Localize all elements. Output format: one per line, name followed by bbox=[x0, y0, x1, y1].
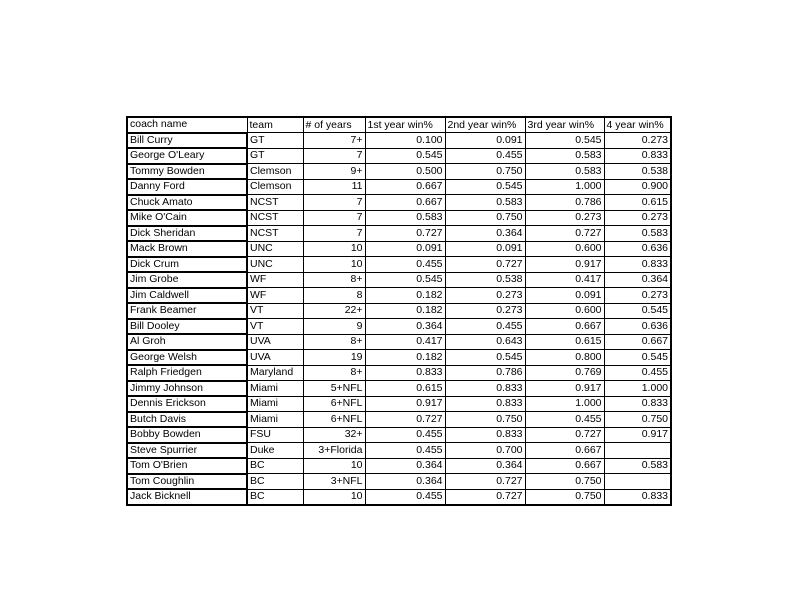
win-2nd-cell: 0.833 bbox=[445, 381, 525, 397]
team-cell: FSU bbox=[247, 427, 303, 443]
win-4yr-cell: 0.273 bbox=[604, 133, 671, 149]
win-4yr-cell: 0.917 bbox=[604, 427, 671, 443]
win-1st-cell: 0.727 bbox=[365, 412, 445, 428]
table-row bbox=[127, 412, 671, 428]
years-cell: 7+ bbox=[303, 133, 365, 149]
coach-name-cell: Mike O'Cain bbox=[127, 210, 247, 226]
win-1st-cell: 0.917 bbox=[365, 396, 445, 412]
header-2nd-year-win: 2nd year win% bbox=[445, 117, 525, 133]
win-1st-cell: 0.545 bbox=[365, 272, 445, 288]
coach-name-cell: Bill Curry bbox=[127, 133, 247, 149]
win-1st-cell: 0.182 bbox=[365, 288, 445, 304]
win-3rd-cell: 0.615 bbox=[525, 334, 604, 350]
years-cell: 10 bbox=[303, 489, 365, 505]
win-1st-cell: 0.545 bbox=[365, 148, 445, 164]
win-1st-cell: 0.364 bbox=[365, 319, 445, 335]
win-2nd-cell: 0.273 bbox=[445, 303, 525, 319]
years-cell: 7 bbox=[303, 148, 365, 164]
years-cell: 22+ bbox=[303, 303, 365, 319]
win-3rd-cell: 0.727 bbox=[525, 427, 604, 443]
win-4yr-cell: 0.833 bbox=[604, 489, 671, 505]
win-3rd-cell: 0.769 bbox=[525, 365, 604, 381]
team-cell: BC bbox=[247, 474, 303, 490]
table-row bbox=[127, 427, 671, 443]
win-1st-cell: 0.100 bbox=[365, 133, 445, 149]
table-row bbox=[127, 288, 671, 304]
years-cell: 10 bbox=[303, 458, 365, 474]
team-cell: GT bbox=[247, 133, 303, 149]
coach-name-cell: Jim Grobe bbox=[127, 272, 247, 288]
win-2nd-cell: 0.727 bbox=[445, 474, 525, 490]
win-2nd-cell: 0.273 bbox=[445, 288, 525, 304]
table-row bbox=[127, 458, 671, 474]
years-cell: 8+ bbox=[303, 334, 365, 350]
win-3rd-cell: 0.091 bbox=[525, 288, 604, 304]
table-row bbox=[127, 148, 671, 164]
team-cell: GT bbox=[247, 148, 303, 164]
win-1st-cell: 0.417 bbox=[365, 334, 445, 350]
header-years: # of years bbox=[303, 117, 365, 133]
years-cell: 5+NFL bbox=[303, 381, 365, 397]
coach-name-cell: Danny Ford bbox=[127, 179, 247, 195]
team-cell: Miami bbox=[247, 381, 303, 397]
win-4yr-cell: 0.583 bbox=[604, 226, 671, 242]
win-3rd-cell: 1.000 bbox=[525, 396, 604, 412]
win-3rd-cell: 0.667 bbox=[525, 458, 604, 474]
win-4yr-cell: 0.273 bbox=[604, 210, 671, 226]
header-4-year-win: 4 year win% bbox=[604, 117, 671, 133]
win-3rd-cell: 0.727 bbox=[525, 226, 604, 242]
win-4yr-cell: 0.833 bbox=[604, 257, 671, 273]
team-cell: UVA bbox=[247, 350, 303, 366]
win-2nd-cell: 0.750 bbox=[445, 164, 525, 180]
table-row bbox=[127, 195, 671, 211]
header-team: team bbox=[247, 117, 303, 133]
years-cell: 8+ bbox=[303, 272, 365, 288]
win-3rd-cell: 0.750 bbox=[525, 474, 604, 490]
win-1st-cell: 0.727 bbox=[365, 226, 445, 242]
win-4yr-cell: 0.636 bbox=[604, 241, 671, 257]
years-cell: 8 bbox=[303, 288, 365, 304]
years-cell: 7 bbox=[303, 226, 365, 242]
table-row bbox=[127, 381, 671, 397]
win-2nd-cell: 0.455 bbox=[445, 319, 525, 335]
years-cell: 9+ bbox=[303, 164, 365, 180]
win-1st-cell: 0.455 bbox=[365, 489, 445, 505]
win-2nd-cell: 0.364 bbox=[445, 458, 525, 474]
win-4yr-cell: 0.900 bbox=[604, 179, 671, 195]
years-cell: 8+ bbox=[303, 365, 365, 381]
table-row bbox=[127, 226, 671, 242]
win-4yr-cell: 0.538 bbox=[604, 164, 671, 180]
coach-name-cell: Chuck Amato bbox=[127, 195, 247, 211]
win-3rd-cell: 0.667 bbox=[525, 443, 604, 459]
win-2nd-cell: 0.750 bbox=[445, 210, 525, 226]
win-3rd-cell: 0.917 bbox=[525, 257, 604, 273]
table-row bbox=[127, 133, 671, 149]
table-row bbox=[127, 396, 671, 412]
win-3rd-cell: 0.545 bbox=[525, 133, 604, 149]
win-4yr-cell: 0.750 bbox=[604, 412, 671, 428]
table-row bbox=[127, 179, 671, 195]
team-cell: WF bbox=[247, 272, 303, 288]
coach-name-cell: Al Groh bbox=[127, 334, 247, 350]
coach-name-cell: Jim Caldwell bbox=[127, 288, 247, 304]
coach-name-cell: Jack Bicknell bbox=[127, 489, 247, 505]
years-cell: 10 bbox=[303, 241, 365, 257]
win-2nd-cell: 0.545 bbox=[445, 350, 525, 366]
win-2nd-cell: 0.643 bbox=[445, 334, 525, 350]
years-cell: 11 bbox=[303, 179, 365, 195]
win-1st-cell: 0.091 bbox=[365, 241, 445, 257]
win-4yr-cell: 0.545 bbox=[604, 350, 671, 366]
team-cell: NCST bbox=[247, 195, 303, 211]
win-1st-cell: 0.455 bbox=[365, 443, 445, 459]
coach-name-cell: Dick Sheridan bbox=[127, 226, 247, 242]
win-2nd-cell: 0.833 bbox=[445, 396, 525, 412]
win-2nd-cell: 0.700 bbox=[445, 443, 525, 459]
win-1st-cell: 0.182 bbox=[365, 350, 445, 366]
win-3rd-cell: 0.786 bbox=[525, 195, 604, 211]
years-cell: 7 bbox=[303, 195, 365, 211]
win-4yr-cell: 0.667 bbox=[604, 334, 671, 350]
win-4yr-cell: 0.833 bbox=[604, 148, 671, 164]
table-row bbox=[127, 350, 671, 366]
team-cell: VT bbox=[247, 303, 303, 319]
years-cell: 10 bbox=[303, 257, 365, 273]
coach-name-cell: Bill Dooley bbox=[127, 319, 247, 335]
win-4yr-cell: 0.455 bbox=[604, 365, 671, 381]
team-cell: NCST bbox=[247, 210, 303, 226]
win-1st-cell: 0.500 bbox=[365, 164, 445, 180]
win-2nd-cell: 0.786 bbox=[445, 365, 525, 381]
win-2nd-cell: 0.727 bbox=[445, 257, 525, 273]
win-3rd-cell: 0.667 bbox=[525, 319, 604, 335]
win-4yr-cell bbox=[604, 474, 671, 490]
win-4yr-cell: 0.545 bbox=[604, 303, 671, 319]
win-2nd-cell: 0.364 bbox=[445, 226, 525, 242]
win-3rd-cell: 0.583 bbox=[525, 148, 604, 164]
win-3rd-cell: 0.455 bbox=[525, 412, 604, 428]
header-row bbox=[127, 117, 671, 133]
years-cell: 6+NFL bbox=[303, 412, 365, 428]
team-cell: UNC bbox=[247, 241, 303, 257]
win-4yr-cell: 0.583 bbox=[604, 458, 671, 474]
coach-win-table bbox=[126, 116, 672, 506]
win-3rd-cell: 0.600 bbox=[525, 241, 604, 257]
years-cell: 6+NFL bbox=[303, 396, 365, 412]
win-3rd-cell: 1.000 bbox=[525, 179, 604, 195]
win-3rd-cell: 0.583 bbox=[525, 164, 604, 180]
win-1st-cell: 0.455 bbox=[365, 257, 445, 273]
team-cell: Duke bbox=[247, 443, 303, 459]
table-row bbox=[127, 319, 671, 335]
win-4yr-cell: 0.615 bbox=[604, 195, 671, 211]
coach-name-cell: Butch Davis bbox=[127, 412, 247, 428]
years-cell: 7 bbox=[303, 210, 365, 226]
coach-name-cell: Tom O'Brien bbox=[127, 458, 247, 474]
win-4yr-cell: 0.364 bbox=[604, 272, 671, 288]
win-3rd-cell: 0.417 bbox=[525, 272, 604, 288]
team-cell: VT bbox=[247, 319, 303, 335]
team-cell: NCST bbox=[247, 226, 303, 242]
team-cell: WF bbox=[247, 288, 303, 304]
win-1st-cell: 0.364 bbox=[365, 474, 445, 490]
win-2nd-cell: 0.750 bbox=[445, 412, 525, 428]
team-cell: UNC bbox=[247, 257, 303, 273]
win-1st-cell: 0.364 bbox=[365, 458, 445, 474]
win-1st-cell: 0.833 bbox=[365, 365, 445, 381]
team-cell: Clemson bbox=[247, 164, 303, 180]
years-cell: 9 bbox=[303, 319, 365, 335]
team-cell: UVA bbox=[247, 334, 303, 350]
table-row bbox=[127, 365, 671, 381]
coach-name-cell: George Welsh bbox=[127, 350, 247, 366]
team-cell: BC bbox=[247, 489, 303, 505]
coach-name-cell: Dick Crum bbox=[127, 257, 247, 273]
team-cell: Miami bbox=[247, 412, 303, 428]
table-row bbox=[127, 474, 671, 490]
win-2nd-cell: 0.091 bbox=[445, 241, 525, 257]
win-1st-cell: 0.182 bbox=[365, 303, 445, 319]
win-4yr-cell: 0.273 bbox=[604, 288, 671, 304]
table-row bbox=[127, 303, 671, 319]
win-1st-cell: 0.615 bbox=[365, 381, 445, 397]
coach-name-cell: Tommy Bowden bbox=[127, 164, 247, 180]
team-cell: BC bbox=[247, 458, 303, 474]
coach-name-cell: George O'Leary bbox=[127, 148, 247, 164]
win-3rd-cell: 0.600 bbox=[525, 303, 604, 319]
win-4yr-cell: 0.833 bbox=[604, 396, 671, 412]
win-2nd-cell: 0.727 bbox=[445, 489, 525, 505]
table-row bbox=[127, 443, 671, 459]
win-1st-cell: 0.667 bbox=[365, 195, 445, 211]
win-4yr-cell: 0.636 bbox=[604, 319, 671, 335]
win-4yr-cell bbox=[604, 443, 671, 459]
coach-name-cell: Ralph Friedgen bbox=[127, 365, 247, 381]
header-3rd-year-win: 3rd year win% bbox=[525, 117, 604, 133]
win-3rd-cell: 0.273 bbox=[525, 210, 604, 226]
header-1st-year-win: 1st year win% bbox=[365, 117, 445, 133]
years-cell: 32+ bbox=[303, 427, 365, 443]
years-cell: 3+Florida bbox=[303, 443, 365, 459]
team-cell: Miami bbox=[247, 396, 303, 412]
team-cell: Clemson bbox=[247, 179, 303, 195]
header-coach-name: coach name bbox=[127, 117, 247, 133]
win-3rd-cell: 0.800 bbox=[525, 350, 604, 366]
years-cell: 3+NFL bbox=[303, 474, 365, 490]
win-2nd-cell: 0.538 bbox=[445, 272, 525, 288]
win-2nd-cell: 0.583 bbox=[445, 195, 525, 211]
win-2nd-cell: 0.545 bbox=[445, 179, 525, 195]
coach-name-cell: Mack Brown bbox=[127, 241, 247, 257]
win-3rd-cell: 0.750 bbox=[525, 489, 604, 505]
table-row bbox=[127, 489, 671, 505]
coach-name-cell: Frank Beamer bbox=[127, 303, 247, 319]
table-row bbox=[127, 272, 671, 288]
win-4yr-cell: 1.000 bbox=[604, 381, 671, 397]
coach-name-cell: Jimmy Johnson bbox=[127, 381, 247, 397]
coach-name-cell: Dennis Erickson bbox=[127, 396, 247, 412]
table-row bbox=[127, 164, 671, 180]
coach-name-cell: Tom Coughlin bbox=[127, 474, 247, 490]
coach-name-cell: Steve Spurrier bbox=[127, 443, 247, 459]
table-row bbox=[127, 210, 671, 226]
table-row bbox=[127, 257, 671, 273]
win-3rd-cell: 0.917 bbox=[525, 381, 604, 397]
win-1st-cell: 0.583 bbox=[365, 210, 445, 226]
win-2nd-cell: 0.455 bbox=[445, 148, 525, 164]
coach-name-cell: Bobby Bowden bbox=[127, 427, 247, 443]
table-row bbox=[127, 241, 671, 257]
win-2nd-cell: 0.091 bbox=[445, 133, 525, 149]
win-1st-cell: 0.455 bbox=[365, 427, 445, 443]
table-row bbox=[127, 334, 671, 350]
win-2nd-cell: 0.833 bbox=[445, 427, 525, 443]
win-1st-cell: 0.667 bbox=[365, 179, 445, 195]
team-cell: Maryland bbox=[247, 365, 303, 381]
years-cell: 19 bbox=[303, 350, 365, 366]
